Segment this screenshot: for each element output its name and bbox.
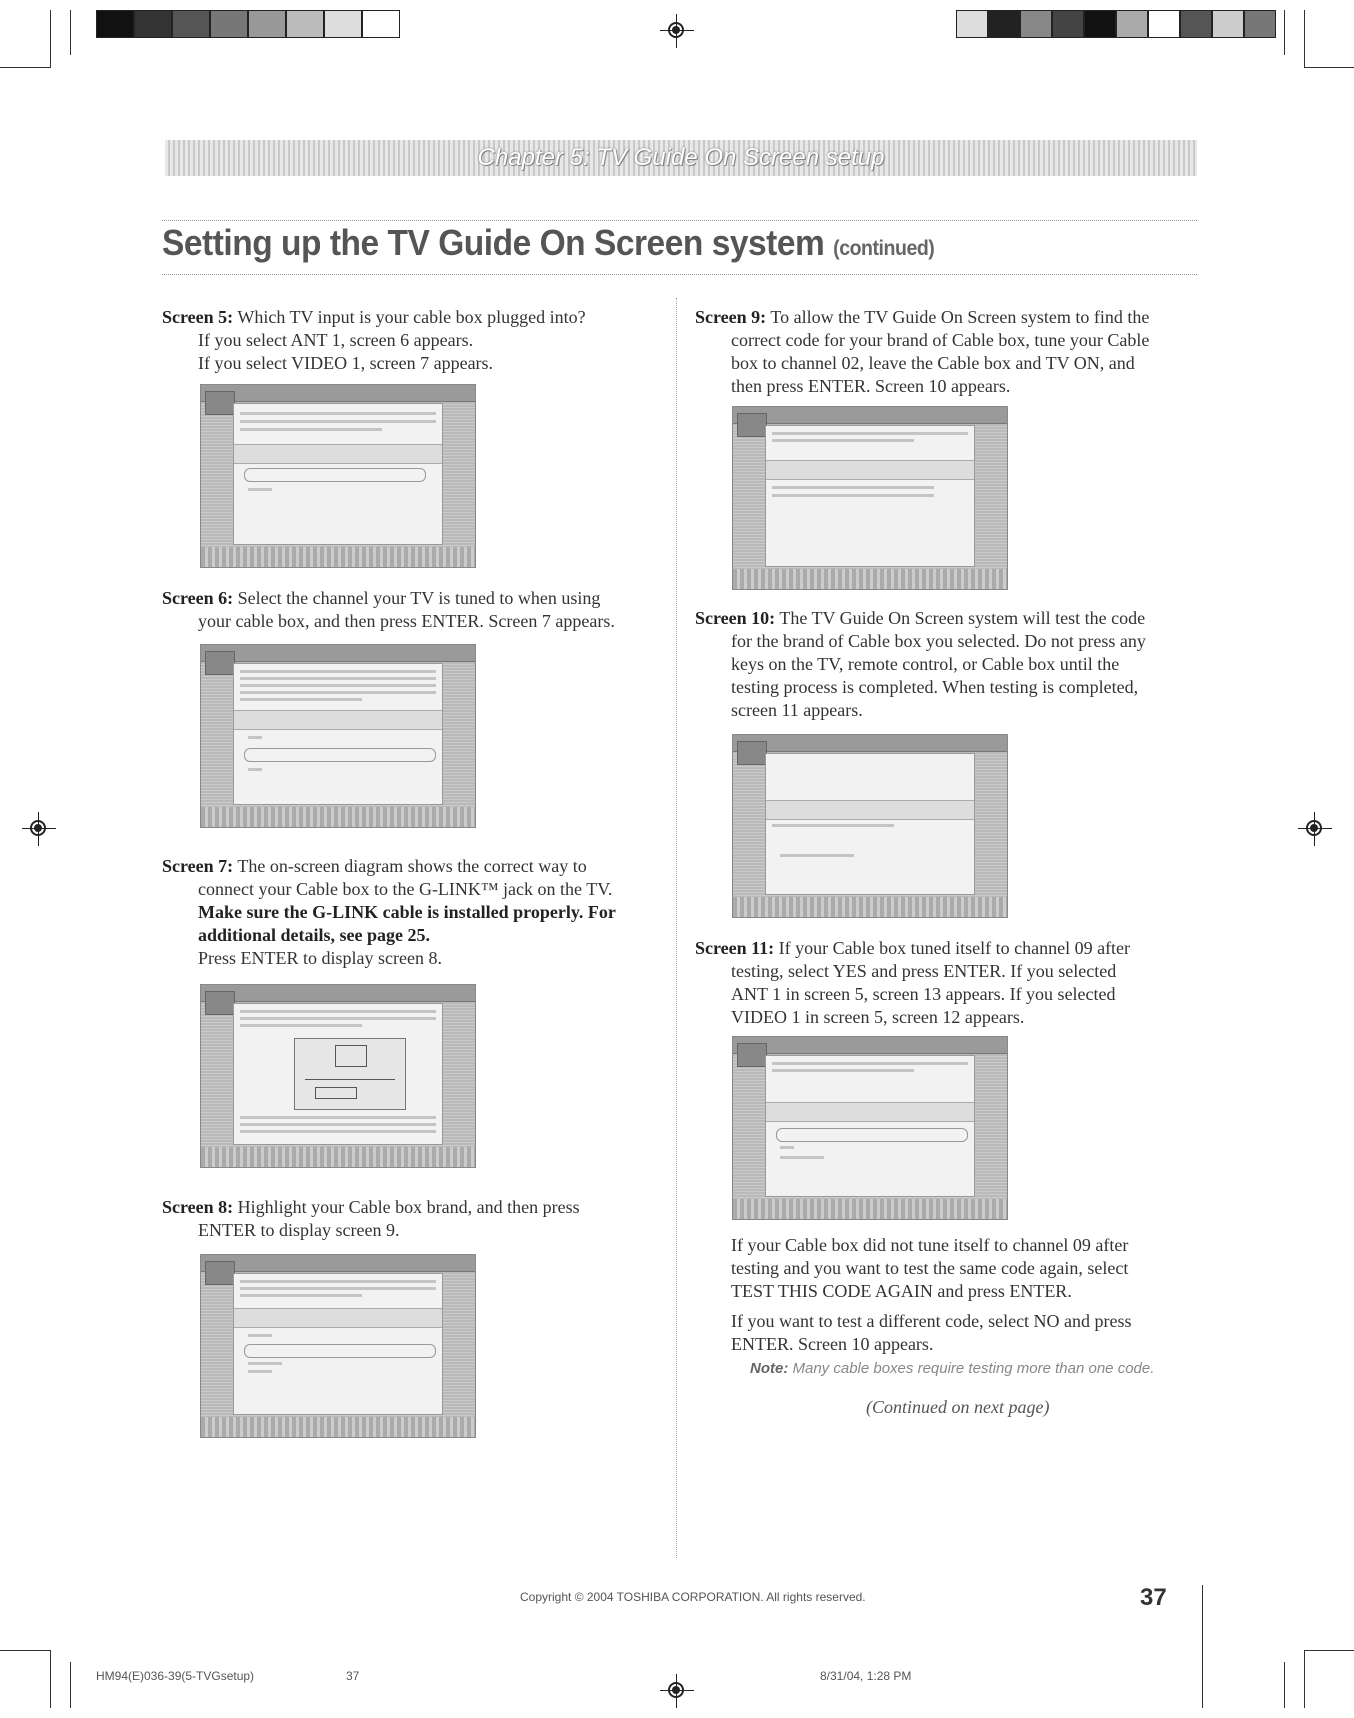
print-date: 8/31/04, 1:28 PM [820,1669,912,1683]
registration-mark-icon [660,1674,694,1708]
crop-mark [70,1662,71,1708]
screen6-label: Screen 6: [162,588,234,608]
screen10-line: testing process is completed. When testing is completed, [731,677,1139,697]
continued-note: (Continued on next page) [866,1397,1050,1417]
screen8-line: Highlight your Cable box brand, and then press [237,1197,580,1217]
screen11-image [732,1036,1008,1220]
note-label: Note: [750,1360,789,1377]
page-title [162,222,934,264]
crop-mark [50,10,51,68]
screen7-image [200,984,476,1168]
column-divider [676,298,677,1558]
screen10-image [732,734,1008,918]
after-line: If you want to test a different code, select NO and press [731,1311,1132,1331]
note-text: Many cable boxes require testing more than one code. [792,1360,1155,1377]
page-number: 37 [1140,1584,1167,1611]
screen7-line: The on-screen diagram shows the correct way to [237,856,587,876]
screen10-line: The TV Guide On Screen system will test the code [779,608,1146,628]
registration-mark-icon [22,812,56,846]
screen11-line: VIDEO 1 in screen 5, screen 12 appears. [731,1007,1025,1027]
after-paragraph-2 [731,1310,1201,1356]
screen10-line: keys on the TV, remote control, or Cable box until the [731,654,1120,674]
screen6-line: Select the channel your TV is tuned to when using [237,588,601,608]
screen9-text [695,306,1195,398]
screen7-bold-line: Make sure the G-LINK cable is installed properly. For [198,902,616,922]
screen11-line: If your Cable box tuned itself to channel 09 after [778,938,1131,958]
screen9-line: then press ENTER. Screen 10 appears. [731,376,1011,396]
connection-diagram-icon [294,1038,406,1110]
screen10-label: Screen 10: [695,608,776,628]
screen5-line: Which TV input is your cable box plugged into? [237,307,586,327]
screen8-text [162,1196,662,1242]
screen11-label: Screen 11: [695,938,775,958]
after-paragraph-1 [731,1234,1201,1303]
screen10-line: for the brand of Cable box you selected. Do not press any [731,631,1146,651]
screen9-line: box to channel 02, leave the Cable box and TV ON, and [731,353,1135,373]
screen9-image [732,406,1008,590]
after-line: If your Cable box did not tune itself to channel 09 after [731,1235,1129,1255]
after-line: TEST THIS CODE AGAIN and press ENTER. [731,1281,1072,1301]
file-page: 37 [346,1669,360,1683]
screen5-line: If you select ANT 1, screen 6 appears. [198,330,474,350]
chapter-banner: Chapter 5: TV Guide On Screen setup [165,140,1197,176]
after-line: ENTER. Screen 10 appears. [731,1334,934,1354]
screen8-line: ENTER to display screen 9. [198,1220,400,1240]
registration-mark-icon [660,14,694,48]
screen5-image [200,384,476,568]
screen6-image [200,644,476,828]
screen5-line: If you select VIDEO 1, screen 7 appears. [198,353,494,373]
crop-mark [1284,10,1285,55]
crop-mark [0,67,50,68]
crop-mark [0,1650,50,1651]
after-line: testing and you want to test the same code again, select [731,1258,1129,1278]
page-edge-line [1202,1585,1203,1708]
crop-mark [70,10,71,55]
crop-mark [1304,1650,1305,1708]
screen6-text [162,587,667,633]
color-bars-right [956,10,1276,38]
crop-mark [1284,1662,1285,1708]
screen11-text [695,937,1195,1029]
title-top-rule [162,220,1197,221]
page-title-text: Setting up the TV Guide On Screen system [162,222,825,263]
page-title-suffix: (continued) [833,237,935,260]
screen9-label: Screen 9: [695,307,767,327]
crop-mark [1304,1650,1354,1651]
screen10-line: screen 11 appears. [731,700,863,720]
note [750,1360,1154,1377]
crop-mark [50,1650,51,1708]
screen9-line: To allow the TV Guide On Screen system to find the [770,307,1150,327]
screen5-label: Screen 5: [162,307,234,327]
screen7-text [162,855,662,970]
crop-mark [1304,67,1354,68]
copyright: Copyright © 2004 TOSHIBA CORPORATION. All rights reserved. [520,1590,866,1604]
screen7-line: Press ENTER to display screen 8. [198,948,442,968]
crop-mark [1304,10,1305,68]
screen7-line: connect your Cable box to the G-LINK™ jack on the TV. [198,879,613,899]
color-bars-left [96,10,400,38]
screen7-bold-line: additional details, see page 25. [198,925,431,945]
screen11-line: testing, select YES and press ENTER. If you selected [731,961,1117,981]
screen8-label: Screen 8: [162,1197,234,1217]
screen5-text [162,306,662,375]
title-bottom-rule [162,274,1197,275]
screen9-line: correct code for your brand of Cable box, tune your Cable [731,330,1150,350]
screen8-image [200,1254,476,1438]
file-reference: HM94(E)036-39(5-TVGsetup) [96,1669,255,1683]
screen10-text [695,607,1195,722]
screen11-line: ANT 1 in screen 5, screen 13 appears. If you selected [731,984,1116,1004]
screen6-line: your cable box, and then press ENTER. Screen 7 appears. [198,611,615,631]
screen7-label: Screen 7: [162,856,234,876]
registration-mark-icon [1298,812,1332,846]
